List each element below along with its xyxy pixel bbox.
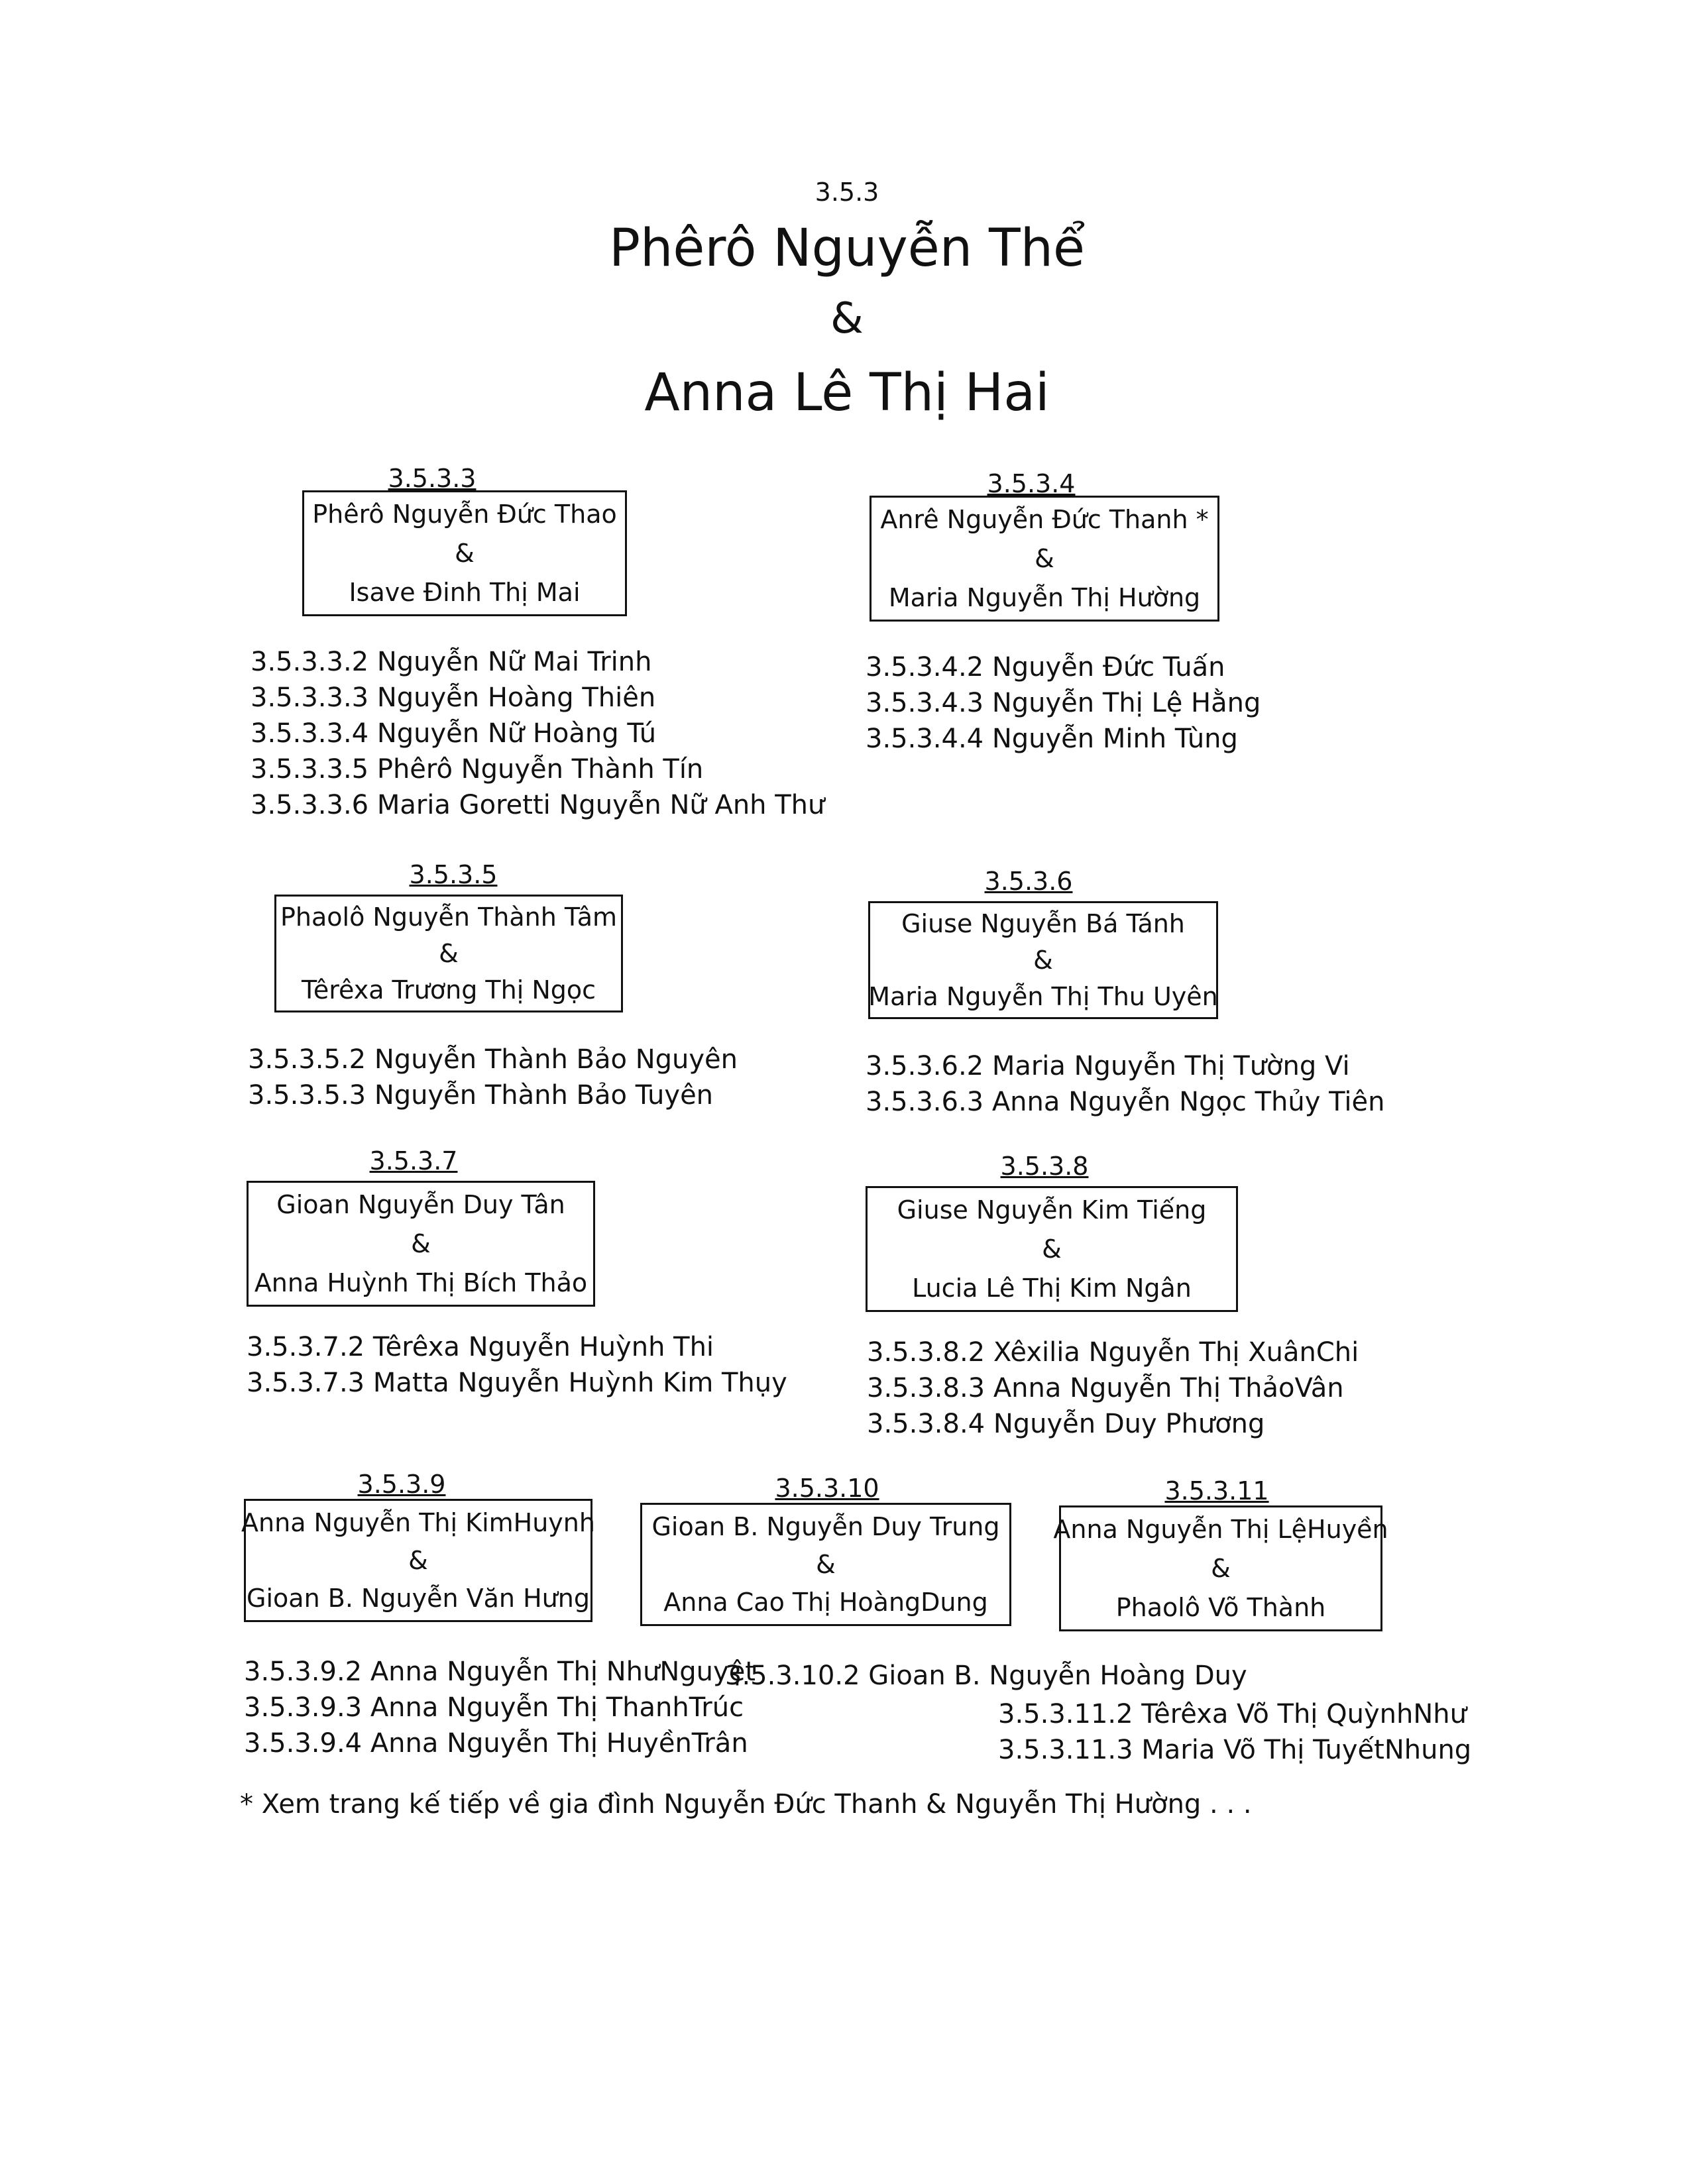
husband-name: Phêrô Nguyễn Đức Thao bbox=[312, 500, 617, 529]
family-code: 3.5.3.6 bbox=[984, 867, 1073, 896]
wife-name: Anna Huỳnh Thị Bích Thảo bbox=[254, 1268, 588, 1297]
child-entry: 3.5.3.9.3 Anna Nguyễn Thị ThanhTrúc bbox=[244, 1692, 744, 1723]
husband-name: Giuse Nguyễn Kim Tiếng bbox=[897, 1195, 1207, 1225]
family-box bbox=[241, 1499, 595, 1622]
child-entry: 3.5.3.3.3 Nguyễn Hoàng Thiên bbox=[251, 682, 656, 713]
footnote: * Xem trang kế tiếp về gia đình Nguyễn Đức Thanh & Nguyễn Thị Hường . . . bbox=[240, 1789, 1252, 1820]
husband-name: Anrê Nguyễn Đức Thanh * bbox=[880, 505, 1209, 535]
children-list bbox=[866, 1048, 1384, 1120]
family-code: 3.5.3.5 bbox=[409, 860, 498, 889]
child-entry: 3.5.3.8.2 Xêxilia Nguyễn Thị XuânChi bbox=[867, 1337, 1359, 1368]
family-code: 3.5.3.8 bbox=[1000, 1152, 1089, 1181]
child-entry: 3.5.3.4.3 Nguyễn Thị Lệ Hằng bbox=[866, 688, 1261, 718]
ampersand: & bbox=[1035, 543, 1054, 573]
child-entry: 3.5.3.4.4 Nguyễn Minh Tùng bbox=[866, 724, 1238, 754]
ampersand: & bbox=[455, 538, 475, 568]
root-family-code: 3.5.3 bbox=[815, 178, 879, 207]
wife-name: Anna Cao Thị HoàngDung bbox=[663, 1588, 988, 1617]
family-box bbox=[866, 1186, 1238, 1312]
child-entry: 3.5.3.9.2 Anna Nguyễn Thị NhưNguyệt bbox=[244, 1657, 756, 1687]
husband-name: Gioan Nguyễn Duy Tân bbox=[276, 1190, 565, 1220]
family-code: 3.5.3.3 bbox=[388, 464, 477, 493]
child-entry: 3.5.3.6.3 Anna Nguyễn Ngọc Thủy Tiên bbox=[866, 1087, 1385, 1117]
children-list bbox=[866, 649, 1261, 757]
child-entry: 3.5.3.3.6 Maria Goretti Nguyễn Nữ Anh Thư bbox=[251, 790, 825, 820]
ampersand: & bbox=[1033, 945, 1053, 975]
family-box bbox=[1053, 1505, 1388, 1631]
family-box bbox=[870, 496, 1219, 622]
wife-name: Phaolô Võ Thành bbox=[1115, 1592, 1326, 1622]
wife-name: Maria Nguyễn Thị Thu Uyên bbox=[868, 981, 1218, 1011]
family-box bbox=[868, 901, 1218, 1019]
ampersand: & bbox=[1211, 1553, 1231, 1583]
children-list bbox=[244, 1654, 756, 1761]
husband-name: Gioan B. Nguyễn Duy Trung bbox=[651, 1511, 1000, 1541]
root-husband-name: Phêrô Nguyễn Thể bbox=[608, 219, 1086, 278]
children-list bbox=[248, 1042, 738, 1113]
children-list bbox=[247, 1329, 787, 1401]
child-entry: 3.5.3.10.2 Gioan B. Nguyễn Hoàng Duy bbox=[725, 1661, 1247, 1691]
family-code: 3.5.3.11 bbox=[1164, 1476, 1269, 1505]
wife-name: Gioan B. Nguyễn Văn Hưng bbox=[247, 1584, 590, 1613]
husband-name: Anna Nguyễn Thị KimHuynh bbox=[241, 1507, 595, 1537]
wife-name: Maria Nguyễn Thị Hường bbox=[888, 582, 1201, 612]
ampersand: & bbox=[411, 1228, 431, 1258]
root-wife-name: Anna Lê Thị Hai bbox=[644, 363, 1050, 423]
child-entry: 3.5.3.6.2 Maria Nguyễn Thị Tường Vi bbox=[866, 1051, 1350, 1081]
wife-name: Têrêxa Trương Thị Ngọc bbox=[301, 975, 596, 1005]
child-entry: 3.5.3.3.4 Nguyễn Nữ Hoàng Tú bbox=[251, 718, 657, 749]
child-entry: 3.5.3.5.3 Nguyễn Thành Bảo Tuyên bbox=[248, 1080, 714, 1111]
family-box bbox=[274, 895, 623, 1012]
child-entry: 3.5.3.8.4 Nguyễn Duy Phương bbox=[867, 1409, 1265, 1439]
ampersand: & bbox=[408, 1545, 428, 1575]
family-box bbox=[302, 490, 627, 616]
husband-name: Giuse Nguyễn Bá Tánh bbox=[901, 909, 1185, 939]
family-box bbox=[640, 1503, 1011, 1626]
child-entry: 3.5.3.9.4 Anna Nguyễn Thị HuyềnTrân bbox=[244, 1728, 748, 1759]
child-entry: 3.5.3.4.2 Nguyễn Đức Tuấn bbox=[866, 652, 1225, 682]
children-list bbox=[867, 1335, 1359, 1442]
children-list bbox=[251, 644, 824, 823]
child-entry: 3.5.3.7.3 Matta Nguyễn Huỳnh Kim Thụy bbox=[247, 1368, 787, 1398]
root-ampersand: & bbox=[830, 294, 864, 343]
child-entry: 3.5.3.5.2 Nguyễn Thành Bảo Nguyên bbox=[248, 1044, 738, 1075]
child-entry: 3.5.3.7.2 Têrêxa Nguyễn Huỳnh Thi bbox=[247, 1332, 714, 1362]
family-box bbox=[247, 1181, 595, 1307]
family-code: 3.5.3.9 bbox=[357, 1470, 446, 1499]
children-list bbox=[725, 1658, 1247, 1694]
husband-name: Anna Nguyễn Thị LệHuyền bbox=[1053, 1515, 1388, 1545]
child-entry: 3.5.3.11.2 Têrêxa Võ Thị QuỳnhNhư bbox=[998, 1699, 1467, 1729]
child-entry: 3.5.3.3.5 Phêrô Nguyễn Thành Tín bbox=[251, 754, 704, 785]
family-code: 3.5.3.7 bbox=[369, 1146, 458, 1175]
children-list bbox=[998, 1696, 1471, 1768]
husband-name: Phaolô Nguyễn Thành Tâm bbox=[280, 902, 617, 932]
ampersand: & bbox=[1042, 1234, 1062, 1264]
family-code: 3.5.3.4 bbox=[987, 469, 1076, 498]
wife-name: Lucia Lê Thị Kim Ngân bbox=[912, 1273, 1192, 1303]
child-entry: 3.5.3.3.2 Nguyễn Nữ Mai Trinh bbox=[251, 647, 652, 677]
wife-name: Isave Đinh Thị Mai bbox=[349, 577, 581, 607]
ampersand: & bbox=[816, 1549, 836, 1579]
ampersand: & bbox=[439, 938, 459, 968]
child-entry: 3.5.3.11.3 Maria Võ Thị TuyếtNhung bbox=[998, 1735, 1472, 1765]
child-entry: 3.5.3.8.3 Anna Nguyễn Thị ThảoVân bbox=[867, 1373, 1344, 1403]
family-code: 3.5.3.10 bbox=[775, 1474, 879, 1503]
